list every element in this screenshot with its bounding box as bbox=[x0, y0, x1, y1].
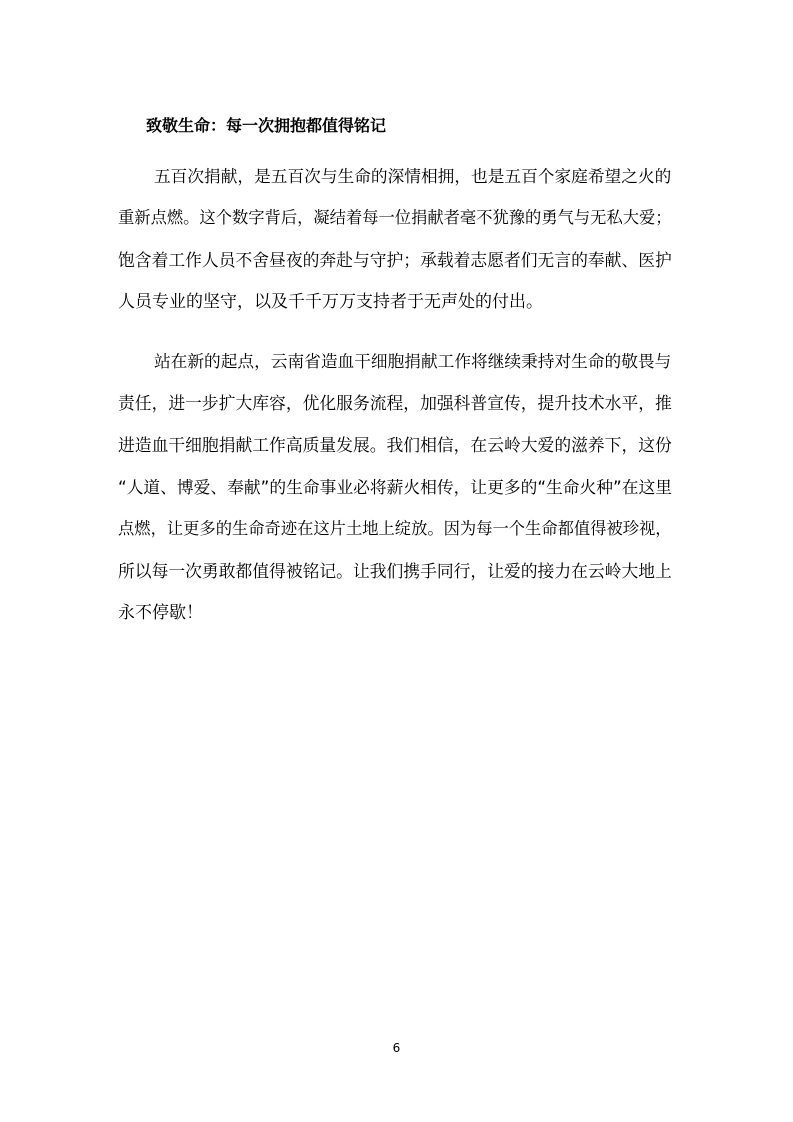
paragraph-2-line-6: 所以每一次勇敢都值得被铭记。让我们携手同行，让爱的接力在云岭大地上 bbox=[118, 561, 672, 581]
paragraph-2-line-2: 责任，进一步扩大库容，优化服务流程，加强科普宣传，提升技术水平，推 bbox=[118, 393, 672, 413]
section-heading: 致敬生命：每一次拥抱都值得铭记 bbox=[146, 116, 387, 135]
paragraph-2-line-4: “人道、博爱、奉献”的生命事业必将薪火相传，让更多的“生命火种”在这里 bbox=[118, 477, 672, 497]
paragraph-2-line-1: 站在新的起点，云南省造血干细胞捐献工作将继续秉持对生命的敬畏与 bbox=[154, 351, 672, 371]
paragraph-2-line-5: 点燃，让更多的生命奇迹在这片土地上绽放。因为每一个生命都值得被珍视， bbox=[118, 519, 672, 538]
paragraph-2-line-3: 进造血干细胞捐献工作高质量发展。我们相信，在云岭大爱的滋养下，这份 bbox=[118, 435, 672, 455]
paragraph-1-line-2: 重新点燃。这个数字背后，凝结着每一位捐献者毫不犹豫的勇气与无私大爱； bbox=[118, 208, 672, 227]
paragraph-1-line-4: 人员专业的坚守，以及千千万万支持者于无声处的付出。 bbox=[118, 292, 543, 312]
paragraph-1-line-3: 饱含着工作人员不舍昼夜的奔赴与守护；承载着志愿者们无言的奉献、医护 bbox=[118, 250, 672, 270]
page-number: 6 bbox=[392, 1041, 401, 1055]
paragraph-1-line-1: 五百次捐献，是五百次与生命的深情相拥，也是五百个家庭希望之火的 bbox=[154, 166, 672, 186]
paragraph-2-line-7: 永不停歇！ bbox=[118, 603, 203, 623]
